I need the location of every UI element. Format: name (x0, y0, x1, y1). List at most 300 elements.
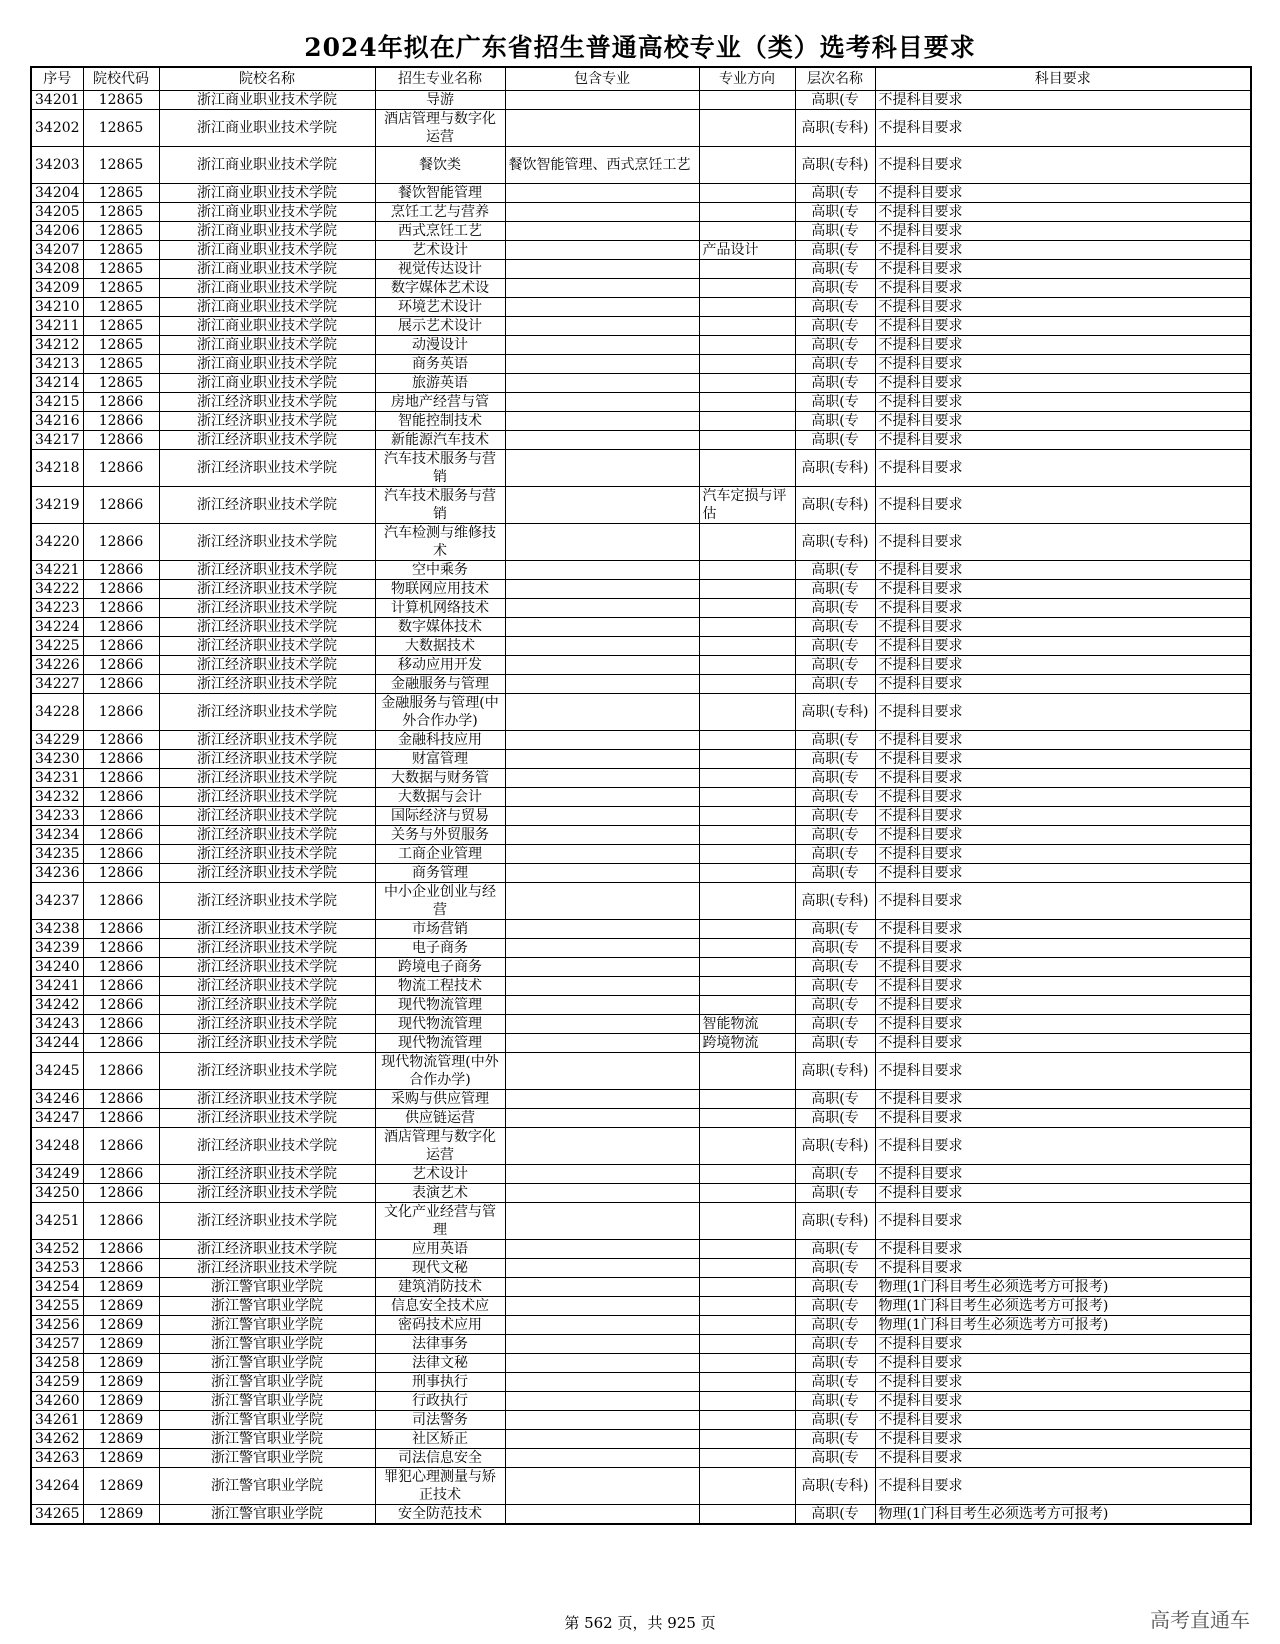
table-row (31, 788, 1251, 807)
cell-direction (699, 110, 795, 147)
cell-school-name: 浙江商业职业技术学院 (159, 222, 375, 241)
cell-subject-requirement: 不提科目要求 (875, 1335, 1251, 1354)
cell-level: 高职(专 (795, 279, 875, 298)
table-row (31, 317, 1251, 336)
cell-subject-requirement: 不提科目要求 (875, 1128, 1251, 1165)
cell-included-majors (505, 1373, 699, 1392)
cell-major-name: 智能控制技术 (375, 412, 505, 431)
cell-school-code: 12869 (83, 1373, 159, 1392)
cell-included-majors (505, 412, 699, 431)
cell-subject-requirement: 不提科目要求 (875, 1240, 1251, 1259)
cell-school-name: 浙江经济职业技术学院 (159, 996, 375, 1015)
cell-school-name: 浙江商业职业技术学院 (159, 260, 375, 279)
cell-direction (699, 807, 795, 826)
cell-level: 高职(专 (795, 1090, 875, 1109)
cell-major-name: 司法信息安全 (375, 1449, 505, 1468)
cell-level: 高职(专科) (795, 487, 875, 524)
cell-level: 高职(专 (795, 788, 875, 807)
cell-direction (699, 580, 795, 599)
cell-seq: 34223 (31, 599, 83, 618)
cell-subject-requirement: 不提科目要求 (875, 1468, 1251, 1505)
cell-school-name: 浙江经济职业技术学院 (159, 977, 375, 996)
cell-major-name: 现代物流管理 (375, 996, 505, 1015)
cell-school-code: 12866 (83, 431, 159, 450)
cell-major-name: 社区矫正 (375, 1430, 505, 1449)
cell-level: 高职(专 (795, 637, 875, 656)
cell-level: 高职(专 (795, 580, 875, 599)
cell-included-majors (505, 788, 699, 807)
table-row (31, 731, 1251, 750)
cell-direction (699, 694, 795, 731)
cell-major-name: 数字媒体艺术设 (375, 279, 505, 298)
cell-major-name: 安全防范技术 (375, 1505, 505, 1525)
cell-subject-requirement: 不提科目要求 (875, 1259, 1251, 1278)
cell-seq: 34234 (31, 826, 83, 845)
cell-direction (699, 883, 795, 920)
table-row (31, 298, 1251, 317)
cell-seq: 34246 (31, 1090, 83, 1109)
cell-school-name: 浙江经济职业技术学院 (159, 769, 375, 788)
cell-major-name: 大数据与财务管 (375, 769, 505, 788)
cell-major-name: 大数据与会计 (375, 788, 505, 807)
table-row (31, 1335, 1251, 1354)
cell-school-code: 12866 (83, 958, 159, 977)
cell-subject-requirement: 不提科目要求 (875, 864, 1251, 883)
cell-school-code: 12866 (83, 618, 159, 637)
cell-seq: 34232 (31, 788, 83, 807)
cell-school-name: 浙江经济职业技术学院 (159, 826, 375, 845)
cell-subject-requirement: 不提科目要求 (875, 1034, 1251, 1053)
cell-school-code: 12866 (83, 656, 159, 675)
cell-major-name: 汽车检测与维修技术 (375, 524, 505, 561)
cell-direction (699, 1373, 795, 1392)
cell-major-name: 艺术设计 (375, 1165, 505, 1184)
cell-direction (699, 1203, 795, 1240)
cell-major-name: 现代文秘 (375, 1259, 505, 1278)
cell-seq: 34263 (31, 1449, 83, 1468)
cell-major-name: 物联网应用技术 (375, 580, 505, 599)
cell-included-majors (505, 1392, 699, 1411)
cell-subject-requirement: 不提科目要求 (875, 355, 1251, 374)
cell-subject-requirement: 不提科目要求 (875, 599, 1251, 618)
cell-level: 高职(专 (795, 1259, 875, 1278)
cell-level: 高职(专科) (795, 1053, 875, 1090)
cell-school-code: 12865 (83, 91, 159, 110)
cell-seq: 34257 (31, 1335, 83, 1354)
cell-major-name: 艺术设计 (375, 241, 505, 260)
cell-subject-requirement: 不提科目要求 (875, 222, 1251, 241)
cell-school-name: 浙江经济职业技术学院 (159, 1240, 375, 1259)
cell-seq: 34227 (31, 675, 83, 694)
cell-major-name: 物流工程技术 (375, 977, 505, 996)
cell-included-majors (505, 1449, 699, 1468)
cell-school-name: 浙江经济职业技术学院 (159, 807, 375, 826)
cell-school-code: 12866 (83, 939, 159, 958)
cell-school-name: 浙江警官职业学院 (159, 1449, 375, 1468)
table-row (31, 1034, 1251, 1053)
cell-school-code: 12866 (83, 731, 159, 750)
cell-subject-requirement: 不提科目要求 (875, 393, 1251, 412)
cell-direction (699, 355, 795, 374)
table-row (31, 1259, 1251, 1278)
cell-level: 高职(专 (795, 1430, 875, 1449)
cell-included-majors (505, 279, 699, 298)
cell-included-majors (505, 656, 699, 675)
cell-seq: 34255 (31, 1297, 83, 1316)
cell-included-majors (505, 1297, 699, 1316)
cell-school-code: 12866 (83, 750, 159, 769)
table-row (31, 977, 1251, 996)
cell-school-code: 12869 (83, 1505, 159, 1525)
cell-included-majors (505, 524, 699, 561)
cell-school-name: 浙江警官职业学院 (159, 1392, 375, 1411)
cell-level: 高职(专 (795, 618, 875, 637)
cell-level: 高职(专 (795, 260, 875, 279)
cell-direction (699, 769, 795, 788)
cell-level: 高职(专 (795, 1505, 875, 1525)
cell-subject-requirement: 不提科目要求 (875, 1053, 1251, 1090)
cell-subject-requirement: 不提科目要求 (875, 826, 1251, 845)
requirements-table (30, 66, 1252, 1525)
cell-seq: 34211 (31, 317, 83, 336)
header-direction: 专业方向 (699, 67, 795, 91)
cell-school-code: 12866 (83, 807, 159, 826)
cell-seq: 34261 (31, 1411, 83, 1430)
cell-school-code: 12866 (83, 393, 159, 412)
cell-direction (699, 184, 795, 203)
cell-direction (699, 1297, 795, 1316)
table-row (31, 524, 1251, 561)
cell-seq: 34230 (31, 750, 83, 769)
cell-level: 高职(专 (795, 1411, 875, 1430)
cell-level: 高职(专科) (795, 694, 875, 731)
cell-major-name: 大数据技术 (375, 637, 505, 656)
cell-subject-requirement: 不提科目要求 (875, 580, 1251, 599)
cell-school-name: 浙江警官职业学院 (159, 1468, 375, 1505)
cell-major-name: 移动应用开发 (375, 656, 505, 675)
cell-subject-requirement: 不提科目要求 (875, 487, 1251, 524)
cell-subject-requirement: 不提科目要求 (875, 147, 1251, 184)
table-row (31, 110, 1251, 147)
cell-major-name: 建筑消防技术 (375, 1278, 505, 1297)
table-row (31, 91, 1251, 110)
cell-school-name: 浙江商业职业技术学院 (159, 147, 375, 184)
table-row (31, 1392, 1251, 1411)
cell-direction (699, 1259, 795, 1278)
cell-major-name: 数字媒体技术 (375, 618, 505, 637)
cell-seq: 34221 (31, 561, 83, 580)
cell-school-name: 浙江商业职业技术学院 (159, 298, 375, 317)
cell-included-majors (505, 450, 699, 487)
cell-direction (699, 412, 795, 431)
cell-included-majors (505, 487, 699, 524)
cell-major-name: 供应链运营 (375, 1109, 505, 1128)
cell-school-code: 12866 (83, 1203, 159, 1240)
cell-level: 高职(专 (795, 1316, 875, 1335)
cell-level: 高职(专 (795, 412, 875, 431)
cell-seq: 34202 (31, 110, 83, 147)
table-row (31, 241, 1251, 260)
table-row (31, 996, 1251, 1015)
cell-level: 高职(专 (795, 374, 875, 393)
cell-included-majors (505, 110, 699, 147)
cell-school-name: 浙江经济职业技术学院 (159, 1053, 375, 1090)
cell-subject-requirement: 不提科目要求 (875, 1411, 1251, 1430)
cell-major-name: 汽车技术服务与营销 (375, 487, 505, 524)
cell-major-name: 空中乘务 (375, 561, 505, 580)
cell-major-name: 汽车技术服务与营销 (375, 450, 505, 487)
cell-major-name: 现代物流管理 (375, 1015, 505, 1034)
cell-direction (699, 996, 795, 1015)
cell-subject-requirement: 不提科目要求 (875, 788, 1251, 807)
cell-level: 高职(专科) (795, 883, 875, 920)
cell-school-code: 12865 (83, 374, 159, 393)
cell-major-name: 工商企业管理 (375, 845, 505, 864)
table-row (31, 1316, 1251, 1335)
cell-subject-requirement: 不提科目要求 (875, 241, 1251, 260)
cell-level: 高职(专 (795, 1240, 875, 1259)
table-row (31, 487, 1251, 524)
cell-major-name: 法律文秘 (375, 1354, 505, 1373)
cell-school-code: 12866 (83, 883, 159, 920)
cell-level: 高职(专 (795, 336, 875, 355)
cell-school-name: 浙江警官职业学院 (159, 1373, 375, 1392)
cell-direction (699, 750, 795, 769)
cell-included-majors (505, 580, 699, 599)
cell-school-code: 12865 (83, 260, 159, 279)
table-row (31, 1468, 1251, 1505)
table-row (31, 1278, 1251, 1297)
cell-subject-requirement: 不提科目要求 (875, 769, 1251, 788)
cell-major-name: 新能源汽车技术 (375, 431, 505, 450)
cell-seq: 34213 (31, 355, 83, 374)
cell-included-majors (505, 826, 699, 845)
cell-school-name: 浙江警官职业学院 (159, 1354, 375, 1373)
cell-level: 高职(专 (795, 599, 875, 618)
cell-major-name: 餐饮类 (375, 147, 505, 184)
table-row (31, 618, 1251, 637)
cell-seq: 34256 (31, 1316, 83, 1335)
cell-subject-requirement: 不提科目要求 (875, 1449, 1251, 1468)
cell-included-majors (505, 431, 699, 450)
cell-school-name: 浙江经济职业技术学院 (159, 618, 375, 637)
cell-included-majors (505, 1128, 699, 1165)
cell-seq: 34215 (31, 393, 83, 412)
cell-level: 高职(专 (795, 769, 875, 788)
cell-subject-requirement: 不提科目要求 (875, 1203, 1251, 1240)
cell-school-name: 浙江经济职业技术学院 (159, 920, 375, 939)
cell-school-name: 浙江经济职业技术学院 (159, 750, 375, 769)
cell-subject-requirement: 不提科目要求 (875, 845, 1251, 864)
table-row (31, 1449, 1251, 1468)
table-row (31, 807, 1251, 826)
cell-school-name: 浙江经济职业技术学院 (159, 561, 375, 580)
cell-major-name: 关务与外贸服务 (375, 826, 505, 845)
cell-direction (699, 731, 795, 750)
cell-level: 高职(专 (795, 222, 875, 241)
cell-included-majors (505, 1015, 699, 1034)
cell-school-name: 浙江警官职业学院 (159, 1297, 375, 1316)
cell-included-majors (505, 1034, 699, 1053)
cell-school-code: 12866 (83, 1090, 159, 1109)
cell-seq: 34210 (31, 298, 83, 317)
table-row (31, 184, 1251, 203)
cell-direction (699, 675, 795, 694)
table-row (31, 393, 1251, 412)
cell-seq: 34254 (31, 1278, 83, 1297)
cell-school-code: 12869 (83, 1468, 159, 1505)
cell-included-majors (505, 298, 699, 317)
cell-level: 高职(专 (795, 355, 875, 374)
cell-school-name: 浙江经济职业技术学院 (159, 694, 375, 731)
cell-level: 高职(专 (795, 675, 875, 694)
cell-included-majors (505, 958, 699, 977)
cell-major-name: 酒店管理与数字化运营 (375, 1128, 505, 1165)
table-row (31, 939, 1251, 958)
cell-subject-requirement: 不提科目要求 (875, 1392, 1251, 1411)
cell-subject-requirement: 不提科目要求 (875, 1354, 1251, 1373)
cell-subject-requirement: 不提科目要求 (875, 675, 1251, 694)
cell-school-code: 12866 (83, 1128, 159, 1165)
cell-school-code: 12866 (83, 996, 159, 1015)
cell-school-code: 12869 (83, 1278, 159, 1297)
cell-school-name: 浙江商业职业技术学院 (159, 279, 375, 298)
cell-included-majors (505, 1259, 699, 1278)
cell-major-name: 展示艺术设计 (375, 317, 505, 336)
cell-seq: 34259 (31, 1373, 83, 1392)
cell-included-majors (505, 618, 699, 637)
cell-level: 高职(专 (795, 431, 875, 450)
cell-included-majors (505, 977, 699, 996)
cell-seq: 34249 (31, 1165, 83, 1184)
cell-included-majors (505, 1165, 699, 1184)
cell-major-name: 现代物流管理(中外合作办学) (375, 1053, 505, 1090)
table-row (31, 355, 1251, 374)
cell-direction (699, 958, 795, 977)
cell-level: 高职(专 (795, 1354, 875, 1373)
cell-subject-requirement: 不提科目要求 (875, 1165, 1251, 1184)
cell-direction (699, 1430, 795, 1449)
cell-school-code: 12866 (83, 637, 159, 656)
cell-included-majors (505, 845, 699, 864)
cell-included-majors (505, 1240, 699, 1259)
cell-subject-requirement: 不提科目要求 (875, 1430, 1251, 1449)
cell-school-code: 12866 (83, 1053, 159, 1090)
cell-direction (699, 599, 795, 618)
cell-seq: 34248 (31, 1128, 83, 1165)
cell-major-name: 信息安全技术应 (375, 1297, 505, 1316)
cell-subject-requirement: 不提科目要求 (875, 260, 1251, 279)
cell-subject-requirement: 不提科目要求 (875, 450, 1251, 487)
cell-school-name: 浙江经济职业技术学院 (159, 450, 375, 487)
cell-level: 高职(专 (795, 1449, 875, 1468)
table-row (31, 580, 1251, 599)
cell-major-name: 罪犯心理测量与矫正技术 (375, 1468, 505, 1505)
cell-seq: 34222 (31, 580, 83, 599)
cell-direction (699, 826, 795, 845)
table-row (31, 845, 1251, 864)
cell-level: 高职(专 (795, 298, 875, 317)
cell-school-code: 12866 (83, 1240, 159, 1259)
cell-level: 高职(专 (795, 91, 875, 110)
table-row (31, 599, 1251, 618)
cell-included-majors (505, 1090, 699, 1109)
cell-level: 高职(专 (795, 1015, 875, 1034)
cell-seq: 34235 (31, 845, 83, 864)
cell-level: 高职(专科) (795, 1203, 875, 1240)
cell-subject-requirement: 不提科目要求 (875, 110, 1251, 147)
table-row (31, 450, 1251, 487)
cell-level: 高职(专 (795, 1109, 875, 1128)
cell-major-name: 导游 (375, 91, 505, 110)
table-row (31, 750, 1251, 769)
cell-major-name: 刑事执行 (375, 1373, 505, 1392)
cell-school-name: 浙江经济职业技术学院 (159, 1259, 375, 1278)
cell-seq: 34237 (31, 883, 83, 920)
table-row (31, 769, 1251, 788)
cell-school-name: 浙江经济职业技术学院 (159, 1184, 375, 1203)
cell-direction (699, 298, 795, 317)
cell-school-name: 浙江经济职业技术学院 (159, 1165, 375, 1184)
cell-level: 高职(专科) (795, 450, 875, 487)
cell-school-name: 浙江商业职业技术学院 (159, 184, 375, 203)
cell-school-name: 浙江商业职业技术学院 (159, 91, 375, 110)
cell-school-code: 12865 (83, 317, 159, 336)
cell-direction (699, 431, 795, 450)
cell-direction (699, 1109, 795, 1128)
cell-level: 高职(专 (795, 317, 875, 336)
cell-major-name: 视觉传达设计 (375, 260, 505, 279)
cell-direction: 智能物流 (699, 1015, 795, 1034)
cell-direction (699, 637, 795, 656)
cell-major-name: 电子商务 (375, 939, 505, 958)
cell-subject-requirement: 不提科目要求 (875, 996, 1251, 1015)
cell-school-name: 浙江警官职业学院 (159, 1316, 375, 1335)
cell-major-name: 动漫设计 (375, 336, 505, 355)
cell-subject-requirement: 不提科目要求 (875, 1109, 1251, 1128)
cell-school-code: 12866 (83, 1109, 159, 1128)
cell-school-name: 浙江经济职业技术学院 (159, 883, 375, 920)
cell-direction: 跨境物流 (699, 1034, 795, 1053)
cell-seq: 34239 (31, 939, 83, 958)
cell-direction: 汽车定损与评估 (699, 487, 795, 524)
table-row (31, 1373, 1251, 1392)
cell-direction (699, 393, 795, 412)
cell-school-code: 12866 (83, 524, 159, 561)
cell-level: 高职(专 (795, 203, 875, 222)
cell-level: 高职(专科) (795, 147, 875, 184)
cell-school-name: 浙江经济职业技术学院 (159, 1109, 375, 1128)
cell-seq: 34233 (31, 807, 83, 826)
table-row (31, 1411, 1251, 1430)
cell-direction (699, 1354, 795, 1373)
cell-school-code: 12866 (83, 1165, 159, 1184)
cell-included-majors (505, 637, 699, 656)
cell-subject-requirement: 不提科目要求 (875, 731, 1251, 750)
cell-included-majors (505, 694, 699, 731)
cell-school-name: 浙江经济职业技术学院 (159, 731, 375, 750)
table-row (31, 1015, 1251, 1034)
cell-seq: 34225 (31, 637, 83, 656)
cell-included-majors (505, 374, 699, 393)
cell-school-name: 浙江经济职业技术学院 (159, 939, 375, 958)
cell-subject-requirement: 不提科目要求 (875, 317, 1251, 336)
table-row (31, 694, 1251, 731)
cell-seq: 34229 (31, 731, 83, 750)
cell-included-majors: 餐饮智能管理、西式烹饪工艺 (505, 147, 699, 184)
cell-subject-requirement: 不提科目要求 (875, 977, 1251, 996)
table-row (31, 1203, 1251, 1240)
